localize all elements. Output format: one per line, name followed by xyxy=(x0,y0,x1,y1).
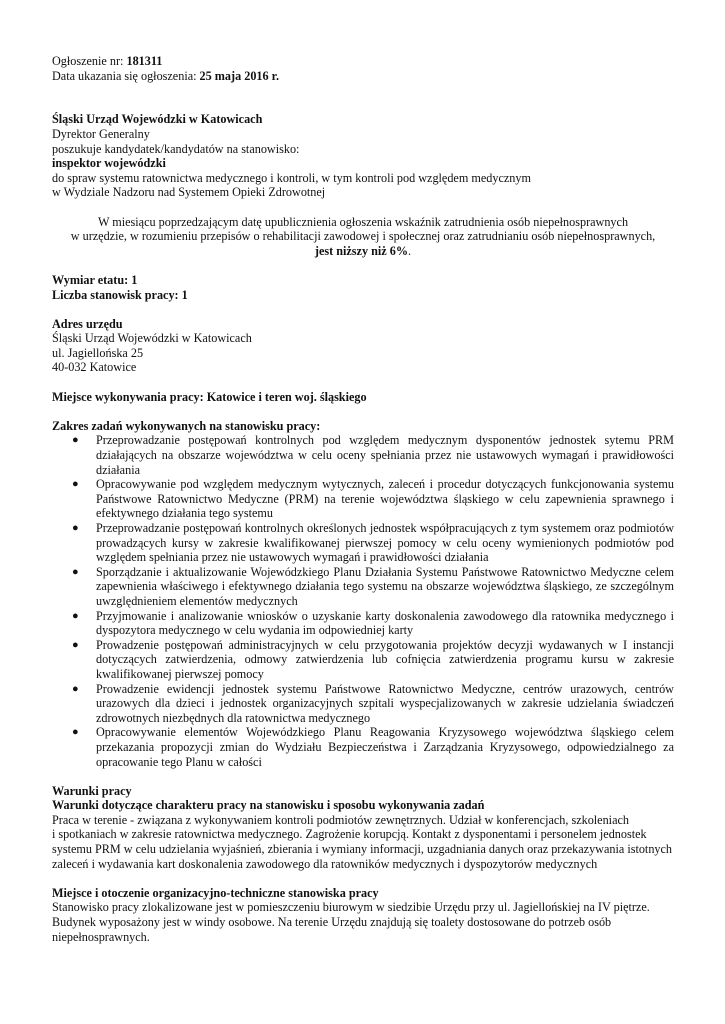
task-item: ● Opracowywanie elementów Wojewódzkiego Planu Reagowania Kryzysowego województwa śląskiego celem przekazania propozycji zmian do Wydziału Bezpieczeństwa i Zarządzania Kryzysowego, odpowiedzialnego za opracowanie tego Planu w całości xyxy=(72,725,674,769)
conditions-line-2: i spotkaniach w zakresie ratownictwa medycznego. Zagrożenie korupcją. Kontakt z dysponentami i personelem jednostek xyxy=(52,827,647,842)
task-item: ● Sporządzanie i aktualizowanie Wojewódzkiego Planu Działania Systemu Państwowe Ratownictwo Medyczne celem zapewnienia właściwego i efektywnego działania tego systemu na obszarze województwa śląskiego, ze szczególnym uwzględnieniem elementów medycznych xyxy=(72,564,674,608)
disability-notice-line1: W miesiącu poprzedzającym datę upublicznienia ogłoszenia wskaźnik zatrudnienia osób niepełnosprawnych xyxy=(97,214,629,229)
seeking-text: poszukuje kandydatek/kandydatów na stanowisko: xyxy=(52,141,300,156)
address-line-3: 40-032 Katowice xyxy=(52,360,137,375)
bullet-icon: ● xyxy=(72,609,79,622)
bullet-icon: ● xyxy=(72,522,79,534)
conditions-line-3: systemu PRM w celu udzielania wyjaśnień, zbierania i wymiany informacji, uzgadniania danych oraz przekazywania istotnych xyxy=(52,842,673,857)
task-item: ● Prowadzenie ewidencji jednostek systemu Państwowe Ratownictwo Medyczne, centrów urazowych, centrów urazowych dla dzieci i jednostek organizacyjnych szpitali wyspecjalizowanych w zakresie udzielania świadczeń zdrowotnych niezbędnych dla ratownictwa medycznego xyxy=(72,681,674,725)
conditions-line-4: zaleceń i wydawania kart doskonalenia zawodowego dla ratowników medycznych i dyspozytorów medycznych xyxy=(52,856,598,871)
position-area: do spraw systemu ratownictwa medycznego i kontroli, w tym kontroli pod względem medycznym xyxy=(52,170,531,185)
bullet-icon: ● xyxy=(72,638,79,651)
bullet-icon: ● xyxy=(72,434,79,447)
address-line-2: ul. Jagiellońska 25 xyxy=(52,345,144,360)
environment-line-2: Budynek wyposażony jest w windy osobowe. Na terenie Urzędu znajdują się toalety dostosowane do potrzeb osób xyxy=(52,915,612,930)
job-announcement-document xyxy=(52,54,674,944)
environment-line-1: Stanowisko pracy zlokalizowane jest w pomieszczeniu biurowym w siedzibie Urzędu przy ul. Jagiellońskiej na IV piętrze. xyxy=(52,900,650,915)
department-name: w Wydziale Nadzoru nad Systemem Opieki Zdrowotnej xyxy=(52,185,326,200)
task-item: ● Przeprowadzanie postępowań kontrolnych określonych jednostek współpracujących z tym systemem oraz podmiotów prowadzących kursy w zakresie kwalifikowanej pierwszej pomocy w celu oceny wymienionych podmiotów pod względem spełniania przez nie ustawowych wymagań i prawidłowości działania xyxy=(72,521,674,565)
bullet-icon: ● xyxy=(72,478,79,491)
position-title: inspektor wojewódzki xyxy=(52,156,166,171)
environment-heading: Miejsce i otoczenie organizacyjno-techniczne stanowiska pracy xyxy=(52,885,379,900)
tasks-list xyxy=(52,433,674,769)
task-item: ● Prowadzenie postępowań administracyjnych w celu przygotowania projektów decyzji wydawanych w I instancji dotyczących zatwierdzenia, odmowy zatwierdzenia lub cofnięcia zatwierdzenia programu kursu w zakresie kwalifikowanej pierwszej pomocy xyxy=(72,637,674,681)
office-name: Śląski Urząd Wojewódzki w Katowicach xyxy=(52,112,263,127)
conditions-subheading: Warunki dotyczące charakteru pracy na stanowisku i sposobu wykonywania zadań xyxy=(52,798,485,813)
positions-count: Liczba stanowisk pracy: 1 xyxy=(52,287,188,302)
address-line-1: Śląski Urząd Wojewódzki w Katowicach xyxy=(52,331,252,346)
fte-info: Wymiar etatu: 1 xyxy=(52,272,138,287)
announcement-date-line xyxy=(52,69,674,84)
environment-line-3: niepełnosprawnych. xyxy=(52,929,150,944)
bullet-icon: ● xyxy=(72,726,79,739)
address-heading: Adres urzędu xyxy=(52,316,123,331)
workplace-location: Miejsce wykonywania pracy: Katowice i teren woj. śląskiego xyxy=(52,389,367,404)
announcement-number-line xyxy=(52,54,674,69)
tasks-heading: Zakres zadań wykonywanych na stanowisku pracy: xyxy=(52,418,321,433)
announcement-date: 25 maja 2016 r. xyxy=(199,68,279,83)
conditions-line-1: Praca w terenie - związana z wykonywaniem kontroli podmiotów zewnętrznych. Udział w konferencjach, szkoleniach xyxy=(52,812,629,827)
disability-notice-line2: w urzędzie, w rozumieniu przepisów o rehabilitacji zawodowej i społecznej oraz zatrudnianiu osób niepełnosprawnych, xyxy=(70,229,656,244)
announcement-date-label: Data ukazania się ogłoszenia: xyxy=(52,68,200,83)
announcement-number: 181311 xyxy=(126,54,163,68)
director-title: Dyrektor Generalny xyxy=(52,126,150,141)
bullet-icon: ● xyxy=(72,682,79,695)
announcement-number-label: Ogłoszenie nr: xyxy=(52,54,127,68)
conditions-heading: Warunki pracy xyxy=(52,783,132,798)
task-item: ● Przyjmowanie i analizowanie wniosków o uzyskanie karty doskonalenia zawodowego dla ratownika medycznego i dyspozytora medycznego w celu wydania im odpowiedniej karty xyxy=(72,608,674,638)
disability-notice-line3: jest niższy niż 6%. xyxy=(314,243,412,258)
bullet-icon: ● xyxy=(72,565,79,578)
task-item: ● Opracowywanie pod względem medycznym wytycznych, zaleceń i procedur dotyczących funkcjonowania systemu Państwowe Ratownictwo Medyczne (PRM) na terenie województwa śląskiego w celu zapewnienia sprawnego i efektywnego działania tego systemu xyxy=(72,477,674,521)
task-item: ● Przeprowadzanie postępowań kontrolnych pod względem medycznym dysponentów jednostek sytemu PRM działających na obszarze województwa w celu oceny spełniania przez nie ustawowych wymagań i prawidłowości działania xyxy=(72,433,674,477)
